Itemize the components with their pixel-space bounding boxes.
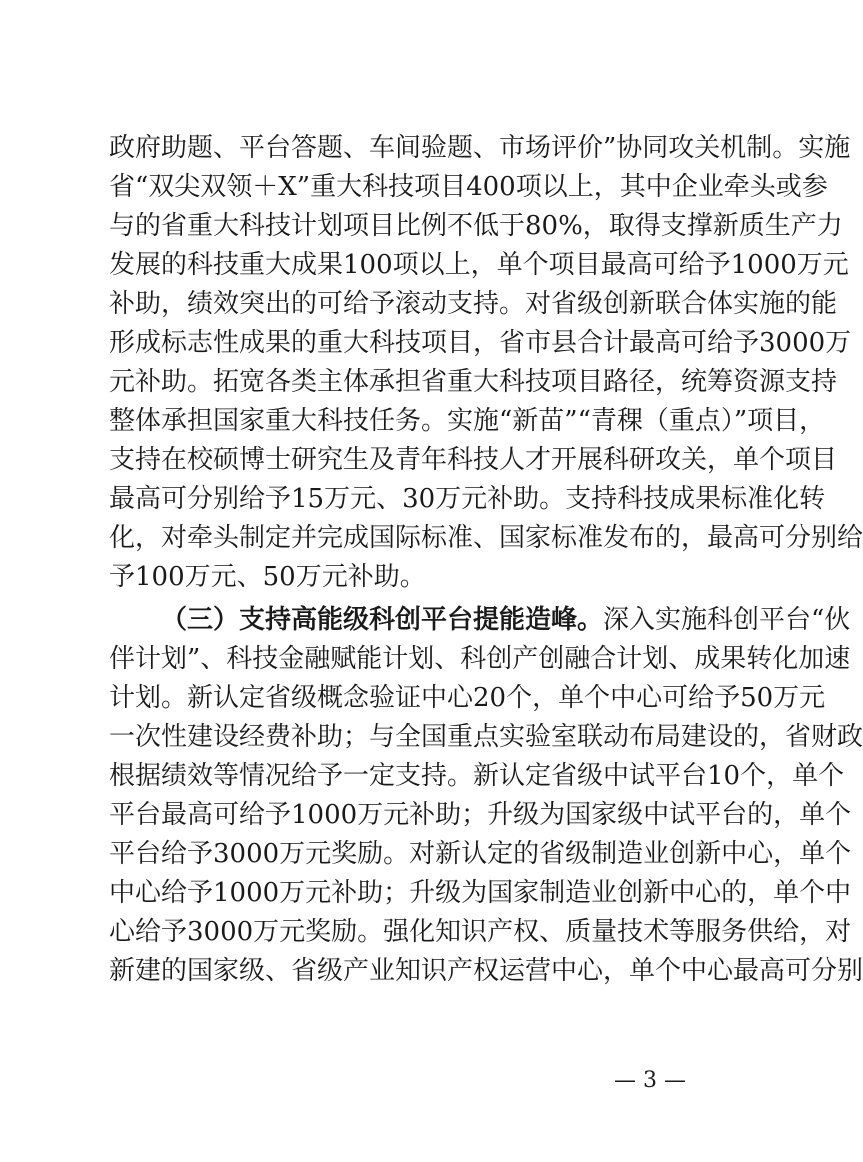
text-line: 平台最高可给予1000万元补助；升级为国家级中试平台的，单个 [109, 800, 852, 830]
text-line: 予100万元、50万元补助。 [109, 562, 426, 592]
section-heading: （三）支持高能级科创平台提能造峰。 [161, 605, 604, 635]
text-line: 平台给予3000万元奖励。对新认定的省级制造业创新中心，单个 [109, 839, 852, 869]
text-line: 新建的国家级、省级产业知识产权运营中心，单个中心最高可分别 [109, 956, 863, 986]
text-line: 元补助。拓宽各类主体承担省重大科技项目路径，统筹资源支持 [109, 367, 838, 397]
text-line: 心给予3000万元奖励。强化知识产权、质量技术等服务供给，对 [109, 917, 852, 947]
text-line: 形成标志性成果的重大科技项目，省市县合计最高可给予3000万 [109, 328, 852, 358]
text-line: 伴计划”、科技金融赋能计划、科创产创融合计划、成果转化加速 [109, 644, 851, 674]
text-line: 发展的科技重大成果100项以上，单个项目最高可给予1000万元 [109, 250, 849, 280]
text-line: 支持在校硕博士研究生及青年科技人才开展科研攻关，单个项目 [109, 445, 838, 475]
text-line: 补助，绩效突出的可给予滚动支持。对省级创新联合体实施的能 [109, 289, 838, 319]
text-line: 政府助题、平台答题、车间验题、市场评价”协同攻关机制。实施 [109, 133, 851, 163]
text-line: 整体承担国家重大科技任务。实施“新苗”“青稞（重点）”项目， [109, 406, 826, 436]
text-line: 省“双尖双领＋X”重大科技项目400项以上，其中企业牵头或参 [109, 172, 828, 202]
text-line: 计划。新认定省级概念验证中心20个，单个中心可给予50万元 [109, 683, 826, 713]
text-line: 最高可分别给予15万元、30万元补助。支持科技成果标准化转 [109, 484, 826, 514]
text-line: 化，对牵头制定并完成国际标准、国家标准发布的，最高可分别给 [109, 523, 863, 553]
section-heading-line [161, 600, 851, 640]
text-line: 中心给予1000万元补助；升级为国家制造业创新中心的，单个中 [109, 878, 852, 908]
text-line: 与的省重大科技计划项目比例不低于80%，取得支撑新质生产力 [109, 211, 843, 241]
text-run: 深入实施科创平台“伙 [603, 605, 851, 635]
text-line: 一次性建设经费补助；与全国重点实验室联动布局建设的，省财政 [109, 722, 863, 752]
page-number: — 3 — [614, 1068, 686, 1093]
text-line: 根据绩效等情况给予一定支持。新认定省级中试平台10个，单个 [109, 761, 845, 791]
